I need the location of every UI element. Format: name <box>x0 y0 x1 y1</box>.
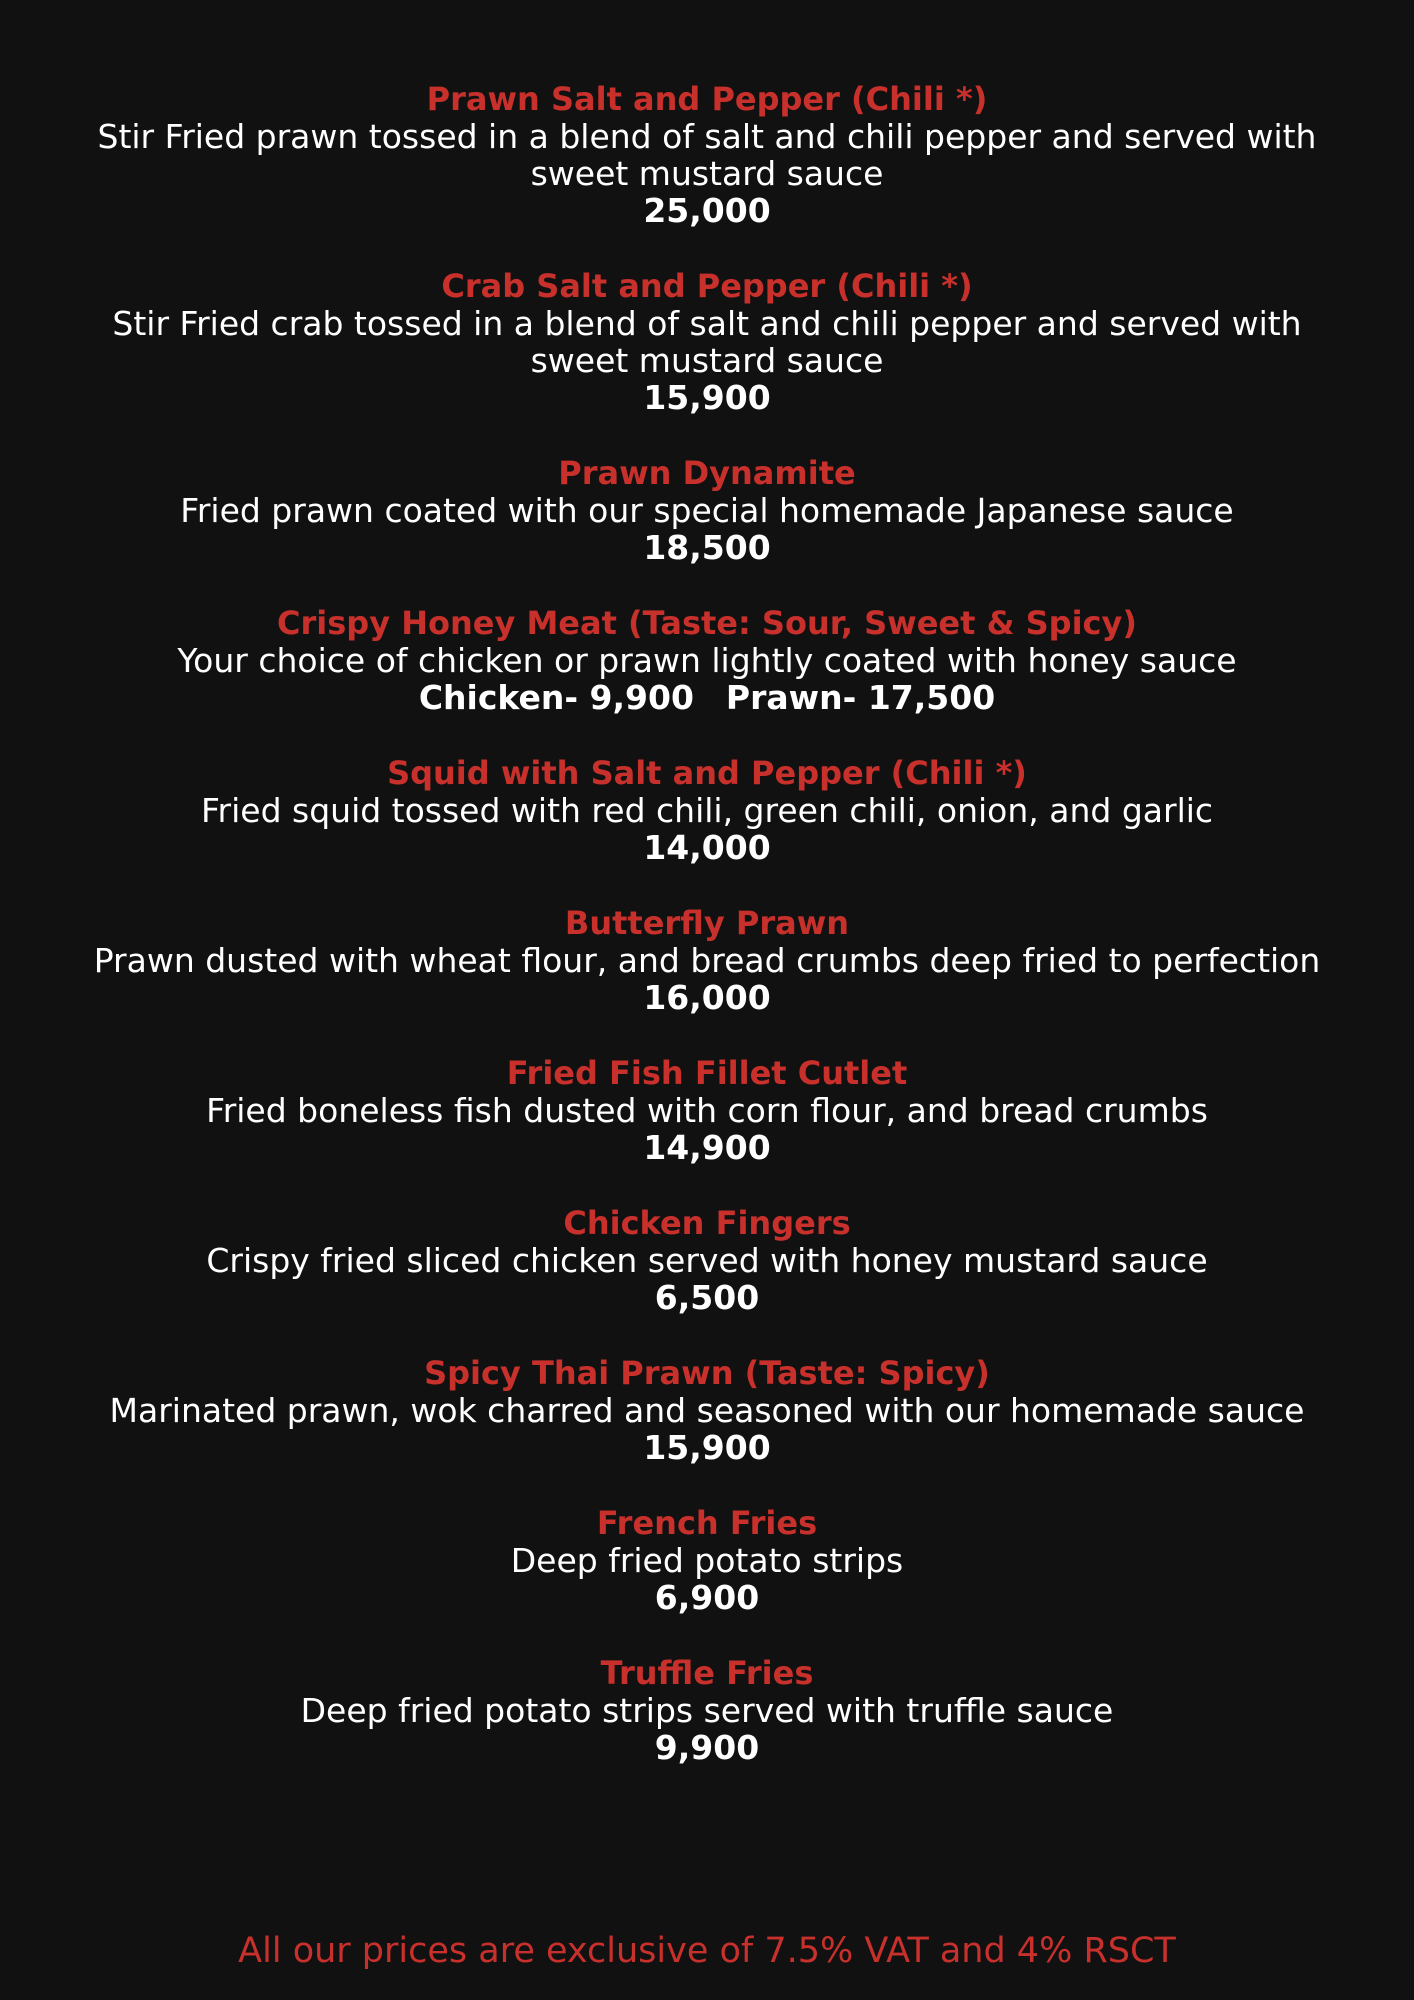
menu-item <box>40 80 1374 230</box>
item-price-prawn: Prawn- 17,500 <box>725 678 996 717</box>
item-name: Truffle Fries <box>600 1654 814 1692</box>
item-name: Prawn Salt and Pepper (Chili *) <box>426 80 988 118</box>
item-description: Deep fried potato strips served with truffle sauce <box>300 1691 1114 1730</box>
menu-item <box>40 754 1374 867</box>
item-description: Fried prawn coated with our special homemade Japanese sauce <box>180 491 1234 530</box>
item-price-chicken: Chicken- 9,900 <box>418 678 694 717</box>
item-description: Deep fried potato strips <box>510 1541 904 1580</box>
item-price: 9,900 <box>654 1728 760 1767</box>
item-price: 25,000 <box>643 191 771 230</box>
item-price-options <box>40 679 1374 717</box>
item-price: 6,500 <box>654 1278 760 1317</box>
item-name: Squid with Salt and Pepper (Chili *) <box>387 754 1027 792</box>
menu-item <box>40 454 1374 567</box>
item-name: Prawn Dynamite <box>558 454 856 492</box>
item-description: Fried boneless fish dusted with corn flour, and bread crumbs <box>206 1091 1208 1130</box>
menu-item <box>40 1054 1374 1167</box>
item-name: Fried Fish Fillet Cutlet <box>506 1054 908 1092</box>
item-price: 16,000 <box>643 978 771 1017</box>
item-name: Spicy Thai Prawn (Taste: Spicy) <box>424 1354 990 1392</box>
item-name: Butterfly Prawn <box>564 904 850 942</box>
footer-tax-note: All our prices are exclusive of 7.5% VAT and 4% RSCT <box>238 1931 1176 1971</box>
menu-item <box>40 1354 1374 1467</box>
item-description: Stir Fried prawn tossed in a blend of salt and chili pepper and served with sweet mustard sauce <box>97 117 1317 193</box>
item-description: Prawn dusted with wheat flour, and bread crumbs deep fried to perfection <box>93 941 1321 980</box>
menu-item <box>40 267 1374 417</box>
item-price: 18,500 <box>643 528 771 567</box>
menu-list <box>40 80 1374 1804</box>
menu-item <box>40 1654 1374 1767</box>
item-price: 6,900 <box>654 1578 760 1617</box>
menu-item <box>40 904 1374 1017</box>
item-price: 15,900 <box>643 378 771 417</box>
menu-item <box>40 1504 1374 1617</box>
item-name: French Fries <box>596 1504 818 1542</box>
item-description: Fried squid tossed with red chili, green chili, onion, and garlic <box>200 791 1214 830</box>
item-price: 14,900 <box>643 1128 771 1167</box>
item-description: Crispy fried sliced chicken served with honey mustard sauce <box>206 1241 1208 1280</box>
item-description: Marinated prawn, wok charred and seasoned with our homemade sauce <box>109 1391 1305 1430</box>
item-price: 15,900 <box>643 1428 771 1467</box>
item-description: Stir Fried crab tossed in a blend of salt and chili pepper and served with sweet mustard sauce <box>112 304 1302 380</box>
item-name: Crab Salt and Pepper (Chili *) <box>441 267 973 305</box>
menu-item <box>40 1204 1374 1317</box>
menu-item <box>40 604 1374 717</box>
item-name: Crispy Honey Meat (Taste: Sour, Sweet & Spicy) <box>277 604 1137 642</box>
item-name: Chicken Fingers <box>563 1204 851 1242</box>
item-price: 14,000 <box>643 828 771 867</box>
item-description: Your choice of chicken or prawn lightly coated with honey sauce <box>177 641 1237 680</box>
